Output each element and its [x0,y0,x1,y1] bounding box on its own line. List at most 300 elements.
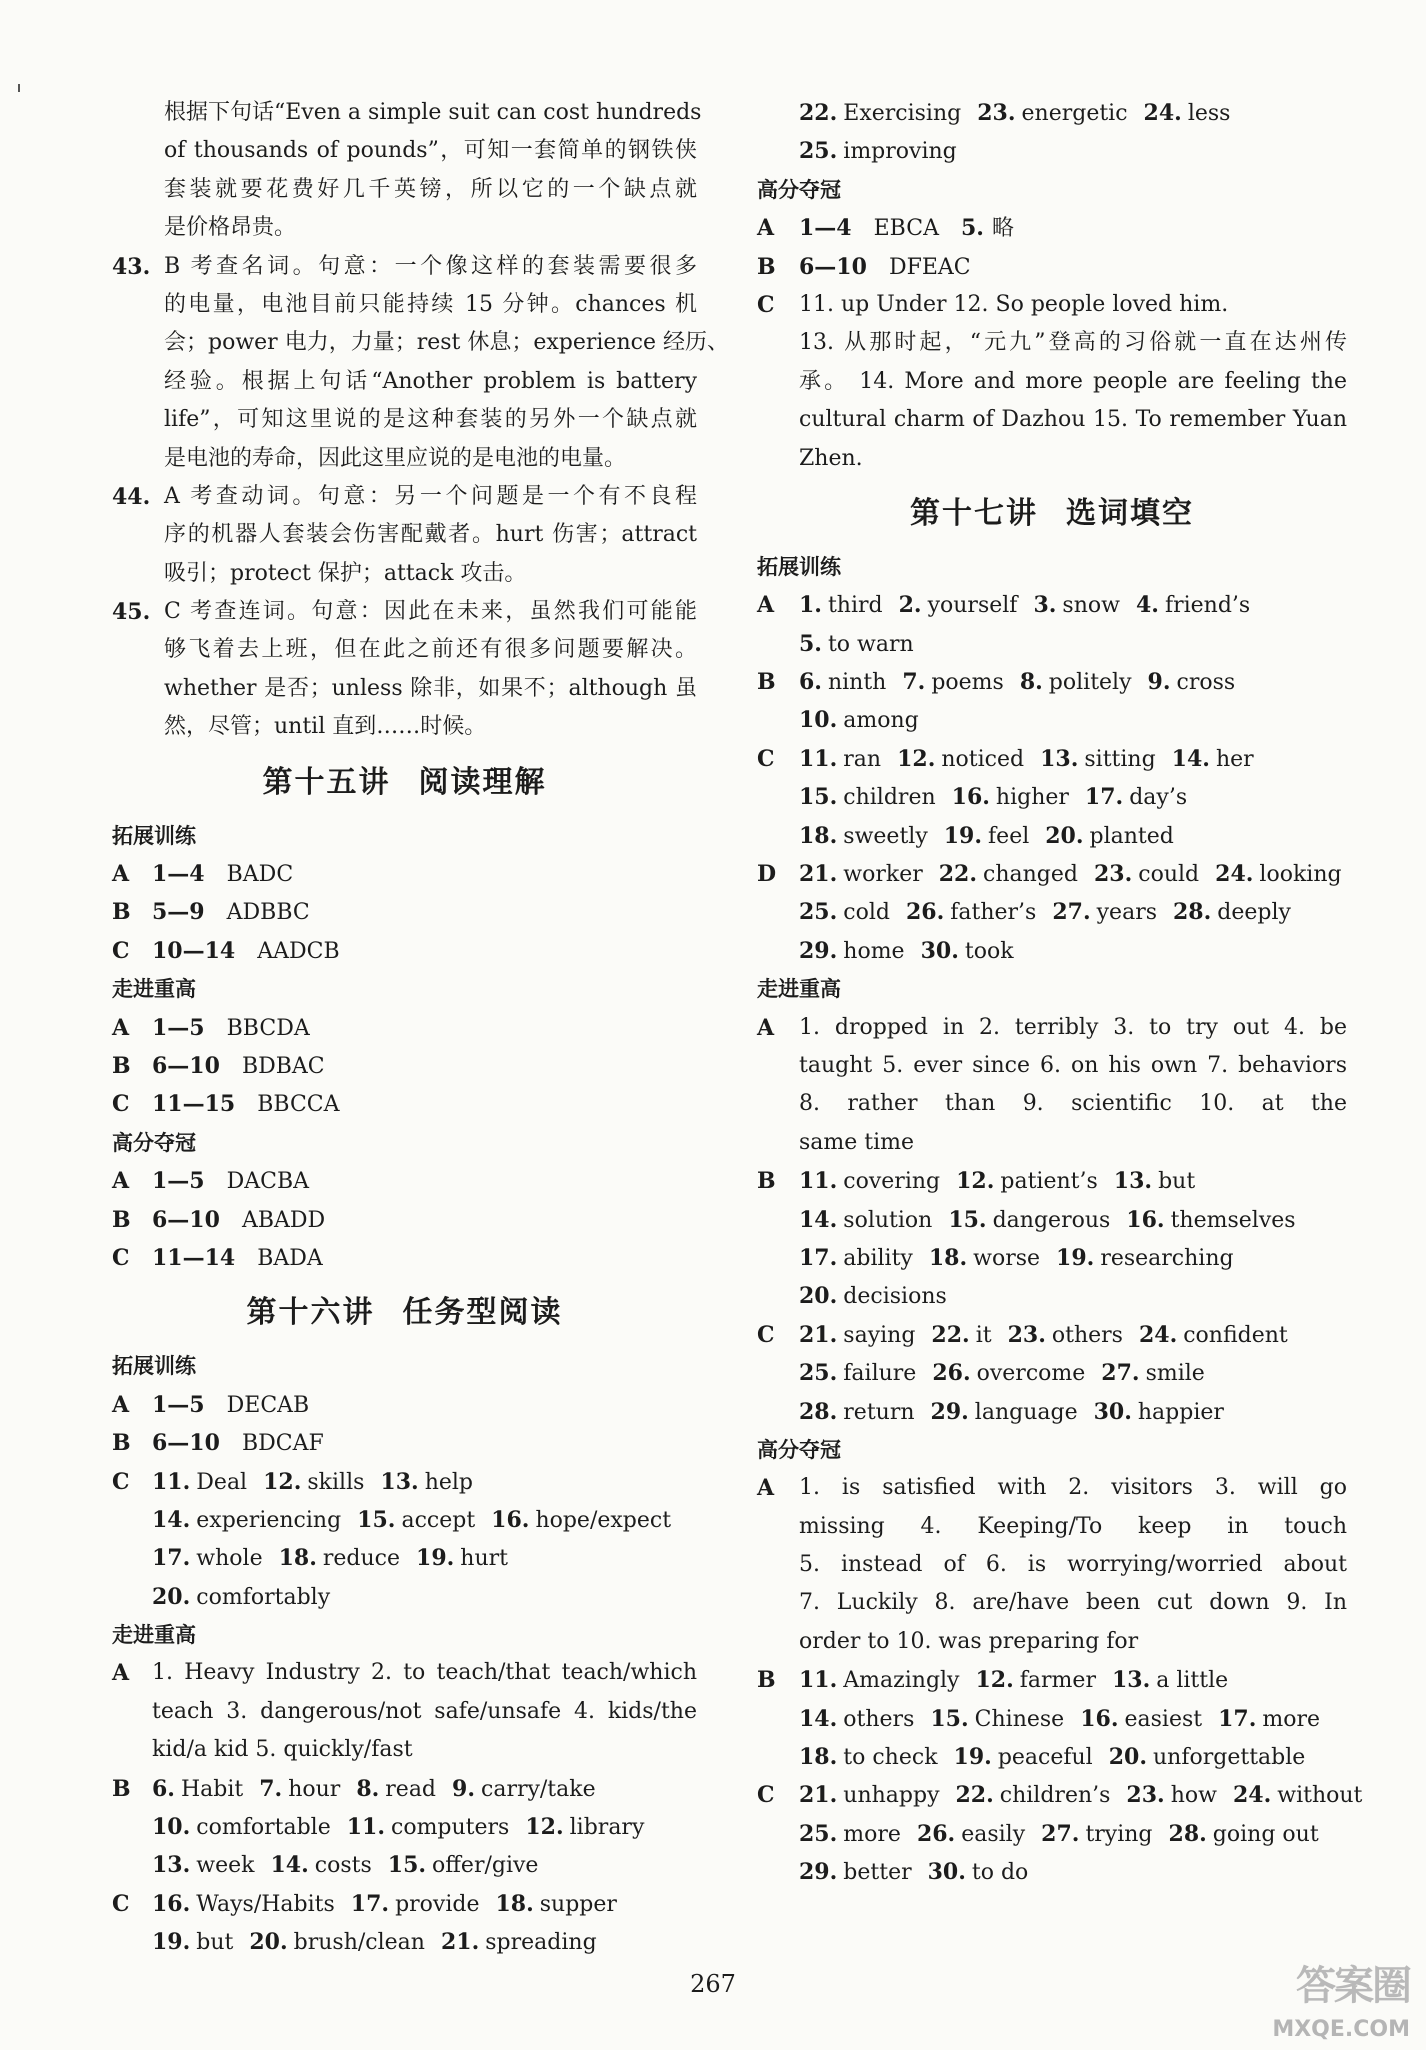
answer-text: how [1170,1783,1217,1809]
answer-item [152,1892,335,1917]
answer-text: happier [1137,1399,1224,1425]
answer-line [757,1316,1347,1354]
answer-number: 9. [452,1775,475,1802]
section-title [757,970,1347,1008]
answer-number: 12. [975,1667,1014,1694]
text-line [112,1731,697,1769]
answer-number: 28. [799,1398,838,1425]
question-number: 43. [112,253,151,280]
answer-item [347,1815,510,1840]
answer-text: snow [1062,593,1120,619]
answer-number: 5. [799,630,822,657]
answer-number: 24. [1215,861,1254,888]
answer-number: 15. [357,1506,396,1533]
answer-number: 10. [799,707,838,734]
answer-text: help [424,1469,473,1495]
group-label: B [112,1052,131,1079]
answer-number: 21. [440,1929,480,1956]
answer-line [757,1661,1347,1699]
group-label: C [757,745,775,772]
answer-number: 25. [799,1360,838,1387]
answer-number: 26. [932,1360,971,1387]
answer-item [1080,1707,1202,1732]
answer-item [799,1745,938,1770]
answer-text: language [974,1399,1078,1425]
text-line [112,631,697,669]
answer-item [917,1822,1025,1847]
answer-line [757,701,1347,739]
answer-text: Deal [196,1469,248,1495]
answer-number: 20. [249,1929,288,1956]
answer-line [112,1047,697,1085]
answer-range: 1—4 [799,215,852,242]
answer-line [112,1201,697,1239]
answer-text: farmer [1019,1668,1096,1694]
answer-line [757,1277,1347,1315]
answer-item [491,1508,671,1533]
answer-line [757,1162,1347,1200]
text-line [112,286,697,324]
answer-text: worse [973,1245,1041,1271]
answer-item [1020,670,1132,695]
answer-text: Habit [180,1776,244,1802]
answer-item [152,1470,247,1495]
answer-item [899,593,1018,618]
answer-text: offer/give [432,1853,539,1879]
text-line [112,670,697,708]
line-text: cultural charm of Dazhou 15. To remember Yuan [799,407,1347,433]
answer-number: 22. [799,100,838,126]
text-line [112,363,697,401]
answer-key: ABADD [241,1207,326,1233]
answer-range: 6—10 [152,1206,220,1233]
answer-text: cold [843,900,890,926]
group-label: B [757,669,776,696]
answer-line [112,1923,697,1961]
answer-text: unforgettable [1153,1745,1306,1771]
answer-item [452,1777,596,1802]
answer-number: 5. [960,215,984,242]
answer-text: sweetly [843,823,928,849]
text-line [112,401,697,439]
line-text: 然，尽管；until 直到……时候。 [164,714,487,740]
answer-line [757,248,1347,286]
answer-text: trying [1085,1821,1153,1847]
answer-number: 12. [897,745,936,772]
section-title [112,817,697,855]
answer-number: 23. [1007,1321,1046,1348]
answer-line [112,1085,697,1123]
answer-text: themselves [1170,1207,1296,1233]
answer-item [799,1169,940,1194]
answer-number: 18. [799,822,838,849]
margin-mark [18,84,20,92]
answer-line [757,778,1347,816]
answer-item [263,1470,364,1495]
answer-item [270,1853,371,1878]
answer-text: took [964,938,1014,964]
answer-line [757,209,1347,247]
answer-item [1040,747,1156,772]
group-label: A [757,1475,775,1502]
answer-text: confident [1183,1322,1288,1348]
group-label: C [112,1244,130,1271]
answer-item [1136,593,1250,618]
section-title-text: 高分夺冠 [757,177,841,202]
group-label: B [757,1168,776,1195]
answer-key: BBCDA [226,1015,310,1041]
answer-number: 13. [1040,745,1079,772]
line-text: 会；power 电力，力量；rest 休息；experience 经历、 [164,330,729,356]
answer-item [1172,747,1254,772]
answer-text: smile [1145,1361,1205,1387]
answer-number: 20. [152,1583,191,1610]
answer-item [799,824,928,849]
answer-number: 25. [799,1820,838,1847]
answer-item [799,862,923,887]
answer-item [1045,824,1174,849]
answer-number: 27. [1041,1820,1080,1847]
answer-item [1101,1361,1205,1386]
answer-number: 16. [1126,1206,1165,1233]
answer-text: hurt [460,1546,508,1572]
text-line [112,478,697,516]
answer-text: library [569,1815,645,1841]
answer-item [799,1707,914,1732]
answer-item [1169,1822,1319,1847]
answer-line [757,1700,1347,1738]
answer-number: 18. [799,1744,838,1771]
answer-key: BADC [226,862,294,888]
answer-range: 1—5 [152,1168,205,1195]
section-title-text: 走进重高 [112,977,196,1002]
answer-number: 16. [152,1890,191,1917]
group-label: A [112,1168,130,1195]
text-line [112,1654,697,1692]
watermark-logo [1246,1954,1416,2042]
lecture-name: 任务型阅读 [402,1295,563,1331]
text-line [112,171,697,209]
answer-item [416,1546,508,1571]
text-line [112,440,697,478]
section-title-text: 走进重高 [757,977,841,1002]
line-text: 7. Luckily 8. are/have been cut down 9. In [799,1590,1347,1616]
answer-text: without [1277,1783,1363,1809]
answer-number: 24. [1232,1782,1272,1809]
text-line [757,1124,1347,1162]
line-text: 13. 从那时起，“元九”登高的习俗就一直在达州传 [799,330,1347,356]
answer-number: 29. [799,937,838,964]
answer-text: cross [1176,670,1236,696]
section-title-text: 拓展训练 [112,823,196,848]
text-line [757,440,1347,478]
line-text: teach 3. dangerous/not safe/unsafe 4. kids/the [152,1698,697,1724]
answer-line [112,1424,697,1462]
right-column [757,94,1363,1892]
answer-range: 1—4 [152,861,205,888]
line-text: 是价格昂贵。 [164,215,297,241]
section-title [757,1431,1347,1469]
answer-text: Chinese [974,1706,1065,1732]
answer-item [948,1208,1110,1233]
answer-number: 11. [799,745,838,772]
answer-line [757,1815,1347,1853]
watermark-url: MXQE.COM [1272,2017,1410,2042]
text-line [757,324,1347,362]
answer-text: more [843,1821,901,1847]
answer-range: 11—14 [152,1244,236,1271]
section-title [757,171,1347,209]
answer-text: going out [1212,1821,1319,1847]
line-text: 套装就要花费好几千英镑，所以它的一个缺点就 [164,176,697,202]
answer-item [1233,1783,1362,1808]
line-text: 1. dropped in 2. terribly 3. to try out 4. be [799,1014,1347,1040]
group-label: C [112,1890,130,1917]
answer-key: DFEAC [888,254,971,280]
group-label: C [112,1091,130,1118]
answer-item [930,1707,1064,1732]
answer-item [799,632,914,657]
answer-number: 19. [152,1929,191,1956]
answer-number: 9. [1147,669,1171,696]
answer-number: 30. [927,1859,966,1886]
section-title [112,970,697,1008]
answer-number: 27. [1101,1360,1140,1387]
answer-text: comfortable [196,1815,331,1841]
line-text: 的电量，电池目前只能持续 15 分钟。chances 机 [164,291,697,317]
answer-number: 23. [1094,861,1133,888]
line-text: 经验。根据上句话“Another problem is battery [164,368,697,394]
answer-number: 26. [905,899,945,926]
answer-item [799,593,883,618]
answer-item [799,785,936,810]
answer-number: 19. [416,1545,455,1572]
answer-text: overcome [976,1361,1086,1387]
group-label: C [112,1468,130,1495]
answer-number: 19. [943,822,983,849]
answer-text: day’s [1129,785,1188,811]
answer-item [495,1892,616,1917]
answer-item [388,1853,539,1878]
answer-line [757,625,1347,663]
answer-number: 29. [930,1398,969,1425]
section-title-text: 拓展训练 [112,1354,196,1379]
answer-key: DECAB [226,1392,310,1418]
answer-line [112,932,697,970]
text-line [757,401,1347,439]
answer-item [152,1930,233,1955]
answer-line [757,132,1347,170]
answer-number: 19. [953,1744,992,1771]
answer-item [1008,1323,1123,1348]
group-label: B [112,1430,131,1457]
answer-text: changed [983,862,1078,888]
answer-item [921,939,1014,964]
answer-item [799,1208,932,1233]
answer-item [944,824,1030,849]
text-line [757,363,1347,401]
answer-item [897,747,1024,772]
answer-number: 17. [799,1244,838,1271]
answer-text: others [843,1706,915,1732]
answer-line [112,855,697,893]
answer-item [799,939,905,964]
answer-item [976,1668,1096,1693]
answer-text: patient’s [1000,1169,1098,1195]
answer-line [757,1239,1347,1277]
line-text: life”，可知这里说的是这种套装的另外一个缺点就 [164,407,697,433]
answer-text: friend’s [1164,593,1251,619]
line-text: 是电池的寿命，因此这里应说的是电池的电量。 [164,445,627,471]
answer-line [757,1354,1347,1392]
answer-item [931,1400,1078,1425]
line-text: same time [799,1129,915,1155]
answer-text: energetic [1021,101,1128,126]
answer-item [799,1860,912,1885]
answer-text: better [843,1860,912,1886]
answer-number: 17. [1218,1705,1257,1732]
answer-key: BADA [257,1245,323,1271]
answer-item [1112,1668,1228,1693]
section-title [112,1124,697,1162]
text-line [112,248,697,286]
answer-item [152,1546,263,1571]
text-line [757,1009,1347,1047]
answer-number: 14. [799,1206,838,1233]
text-line [112,555,697,593]
answer-item [1094,1400,1224,1425]
group-label: B [757,1667,776,1694]
line-text: order to 10. was preparing for [799,1628,1139,1654]
answer-number: 22. [938,861,978,888]
answer-item [939,862,1078,887]
answer-text: hope/expect [535,1507,672,1533]
answer-item [799,101,961,126]
answer-text: others [1051,1322,1123,1348]
answer-text: skills [307,1469,365,1495]
answer-number: 13. [1113,1168,1153,1195]
section-title-text: 走进重高 [112,1623,196,1648]
answer-item [932,1361,1085,1386]
answer-number: 17. [152,1545,191,1572]
answer-number: 15. [799,784,838,811]
answer-text: feel [988,823,1030,849]
question-number: 45. [112,599,151,626]
answer-item [357,1508,475,1533]
lecture-title [112,757,697,809]
text-line [757,1469,1347,1507]
answer-number: 17. [350,1890,390,1917]
answer-item [952,785,1069,810]
answer-number: 18. [495,1890,534,1917]
text-line [112,593,697,631]
answer-text: poems [931,670,1004,696]
answer-range: 1—5 [152,1014,205,1041]
group-label: D [757,861,777,888]
answer-text: provide [395,1891,480,1917]
answer-item [1173,900,1291,925]
text-line [112,1693,697,1731]
group-label: A [112,1014,130,1041]
answer-key: BBCCA [257,1092,340,1118]
answer-item [1033,593,1120,618]
answer-item [1109,1745,1306,1770]
answer-text: more [1262,1706,1321,1732]
answer-key: EBCA [873,216,939,242]
answer-line [757,855,1347,893]
answer-number: 12. [956,1168,995,1195]
text-line [112,516,697,554]
answer-number: 8. [356,1775,380,1802]
line-text: 够飞着去上班，但在此之前还有很多问题要解决。 [164,637,697,663]
answer-text: accept [401,1507,476,1533]
section-title-text: 拓展训练 [757,554,841,579]
answer-number: 7. [902,669,926,696]
answer-number: 1. [799,592,822,619]
page-number: 267 [690,1970,736,1998]
answer-item [152,1508,341,1533]
answer-text: read [385,1776,437,1802]
answer-item [954,1745,1093,1770]
answer-text: peaceful [997,1745,1093,1771]
line-text: 1. Heavy Industry 2. to teach/that teach/which [152,1660,697,1686]
answer-item [249,1930,425,1955]
answer-item [799,1323,915,1348]
answer-text: home [843,938,905,964]
group-label: A [757,1014,775,1041]
text-line [757,1508,1347,1546]
answer-text: planted [1089,823,1174,849]
answer-line [757,740,1347,778]
answer-number: 30. [920,937,959,964]
lecture-number: 第十七讲 [910,495,1038,531]
answer-text: 略 [991,216,1014,242]
answer-text: sitting [1084,746,1156,772]
answer-item [799,1400,915,1425]
answer-number: 15. [930,1705,969,1732]
text-line [757,1085,1347,1123]
answer-text: a little [1156,1668,1229,1694]
answer-line [112,893,697,931]
group-label: B [112,899,131,926]
answer-number: 28. [1173,899,1212,926]
answer-number: 29. [799,1859,838,1886]
answer-line [112,1770,697,1808]
answer-text: failure [843,1361,917,1387]
answer-number: 21. [799,1782,838,1809]
answer-number: 11. [799,1667,838,1694]
answer-item [259,1777,340,1802]
answer-item [799,139,957,164]
line-text: 8. rather than 9. scientific 10. at the [799,1091,1347,1117]
answer-text: but [1158,1169,1196,1195]
answer-number: 13. [1111,1667,1151,1694]
answer-item [1126,1208,1295,1233]
answer-line [112,1539,697,1577]
text-line [112,94,702,132]
answer-item [525,1815,644,1840]
answer-item [1114,1169,1195,1194]
answer-number: 20. [1045,822,1084,849]
answer-text: experiencing [196,1507,342,1533]
answer-line [112,1578,697,1616]
answer-item [1148,670,1236,695]
answer-number: 22. [931,1321,970,1348]
answer-text: third [827,593,883,619]
answer-number: 16. [951,784,990,811]
answer-item [351,1892,480,1917]
answer-number: 12. [525,1814,564,1841]
